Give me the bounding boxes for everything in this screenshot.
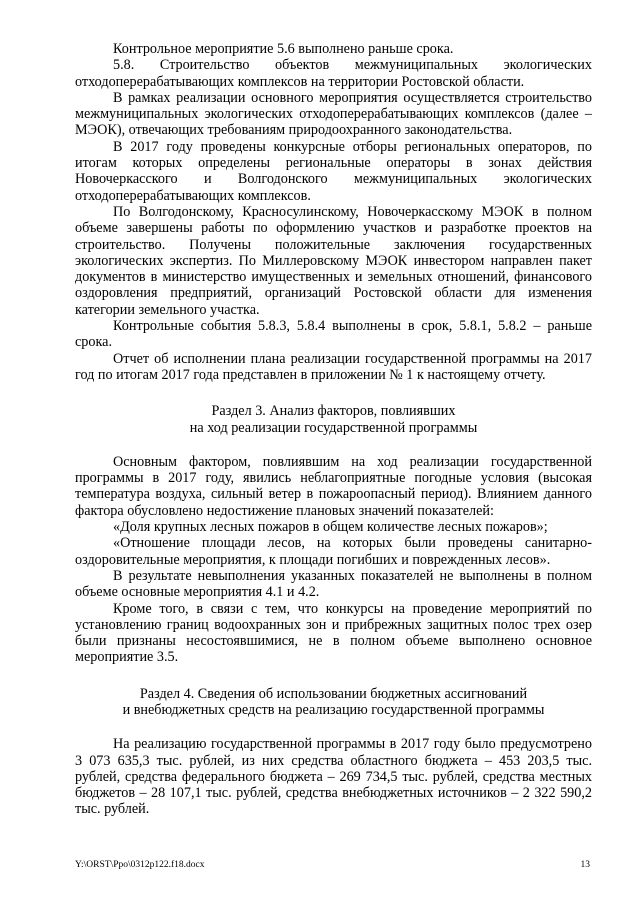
paragraph: «Доля крупных лесных пожаров в общем количестве лесных пожаров»; [113,519,548,536]
paragraph: По Волгодонскому, Красносулинскому, Новочеркасскому МЭОК в полном объеме завершены работы по оформлению участков и разработке проектов на строительство. Получены положительные заключения государственных экологических экспертиз. По Миллеровскому МЭОК инвестором направлен пакет документов в министерство имущественных и земельных отношений, финансового оздоровления предприятий, организаций Ростовской области для изменения категории земельного участка. [75,203,592,318]
paragraph: «Отношение площади лесов, на которых были проведены санитарно-оздоровительные мероприятия, к площади погибших и поврежденных лесов». [75,535,592,568]
paragraph: На реализацию государственной программы в 2017 году было предусмотрено 3 073 635,3 тыс. рублей, из них средства областного бюджета – 453 203,5 тыс. рублей, средства федерального бюджета – 269 734,5 тыс. рублей, средства местных бюджетов – 28 107,1 тыс. рублей, средства внебюджетных источников – 2 322 590,2 тыс. рублей. [75,736,592,818]
paragraph: Контрольное мероприятие 5.6 выполнено раньше срока. [113,41,454,57]
paragraph: В 2017 году проведены конкурсные отборы региональных операторов, по итогам которых определены региональные операторы в зонах действия Новочеркасского и Волгодонского межмуниципальных экологических отходоперерабатывающих комплексов. [75,138,592,204]
document-body [75,41,592,818]
footer-file-path: Y:\ORST\Ppo\0312p122.f18.docx [75,860,205,870]
footer-page-number: 13 [580,860,590,870]
section-4-heading-line-1: Раздел 4. Сведения об использовании бюджетных ассигнований [139,685,528,702]
paragraph: 5.8. Строительство объектов межмуниципальных экологических отходоперерабатывающих комплексов на территории Ростовской области. [75,57,592,90]
paragraph: Кроме того, в связи с тем, что конкурсы на проведение мероприятий по установлению границ водоохранных зон и прибрежных защитных полос трех озер были признаны несостоявшимися, не в полном объеме выполнено основное мероприятие 3.5. [75,600,592,666]
section-3-heading-line-1: Раздел 3. Анализ факторов, повлиявших [211,403,456,420]
paragraph: Контрольные события 5.8.3, 5.8.4 выполнены в срок, 5.8.1, 5.8.2 – раньше срока. [75,318,592,351]
paragraph: В результате невыполнения указанных показателей не выполнены в полном объеме основные мероприятия 4.1 и 4.2. [75,567,592,601]
paragraph: Отчет об исполнении плана реализации государственной программы на 2017 год по итогам 2017 года представлен в приложении № 1 к настоящему отчету. [75,350,592,383]
section-3-heading-line-2: на ход реализации государственной программы [189,419,478,436]
section-4-heading-line-2: и внебюджетных средств на реализацию государственной программы [122,701,545,718]
paragraph: Основным фактором, повлиявшим на ход реализации государственной программы в 2017 году, явились неблагоприятные погодные условия (высокая температура воздуха, сильный ветер в пожароопасный период). Влиянием данного фактора обусловлено недостижение плановых значений показателей: [75,453,592,519]
paragraph: В рамках реализации основного мероприятия осуществляется строительство межмуниципальных экологических отходоперерабатывающих комплексов (далее – МЭОК), отвечающих требованиям природоохранного законодательства. [75,89,592,139]
